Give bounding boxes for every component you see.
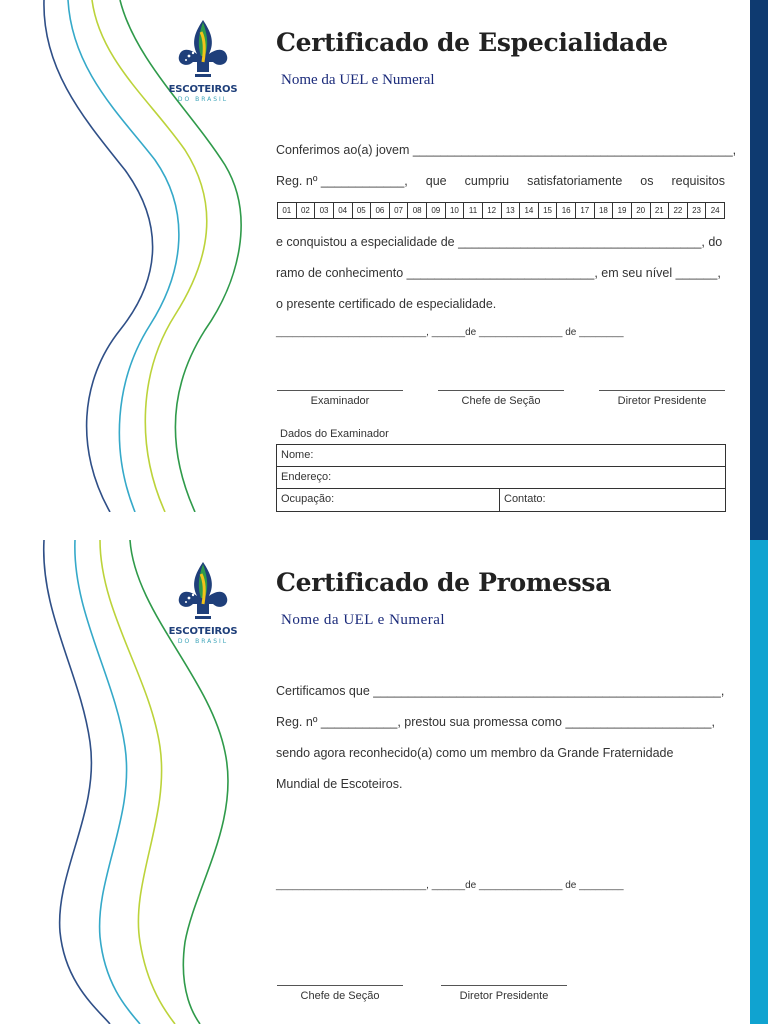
wave-cyan: [75, 540, 140, 1024]
requirement-box[interactable]: 16: [557, 203, 576, 218]
wave-navy: [44, 540, 110, 1024]
fleur-de-lis-icon: [175, 18, 231, 82]
requirement-box[interactable]: 13: [502, 203, 521, 218]
requirement-box[interactable]: 18: [595, 203, 614, 218]
wave-navy: [44, 0, 153, 512]
uel-name-placeholder: Nome da UEL e Numeral: [281, 612, 446, 628]
requirement-box[interactable]: 11: [464, 203, 483, 218]
date-line: ___________________________, ______de _______________ de ________: [276, 327, 624, 338]
requirement-box[interactable]: 23: [688, 203, 707, 218]
signature-label-examiner: Examinador: [310, 395, 370, 407]
signature-line-chief: [438, 390, 564, 391]
requirement-box[interactable]: 19: [613, 203, 632, 218]
requirement-box[interactable]: 08: [408, 203, 427, 218]
word: que: [425, 174, 447, 188]
signature-label-chief: Chefe de Seção: [300, 990, 380, 1002]
sidebar-accent-bottom: [750, 540, 768, 1024]
wave-lime: [100, 540, 175, 1024]
brand-name: ESCOTEIROS: [168, 84, 238, 95]
word: cumpriu: [464, 174, 510, 188]
brand-subtitle: DO BRASIL: [177, 638, 229, 645]
requirement-box[interactable]: 14: [520, 203, 539, 218]
word: satisfatoriamente: [527, 174, 623, 188]
reg-field: Reg. nº ____________,: [276, 174, 408, 188]
statement-line: o presente certificado de especialidade.: [276, 297, 497, 311]
wave-cyan: [68, 0, 179, 512]
recipient-line: Conferimos ao(a) jovem ______________________________________________,: [276, 143, 737, 157]
word: os: [640, 174, 654, 188]
membership-line-cont: Mundial de Escoteiros.: [276, 777, 403, 791]
date-line: ___________________________, ______de _______________ de ________: [276, 880, 624, 891]
scout-logo: [166, 18, 240, 118]
recipient-line: Certificamos que __________________________________________________,: [276, 684, 725, 698]
requirement-box[interactable]: 09: [427, 203, 446, 218]
signature-label-president: Diretor Presidente: [617, 395, 707, 407]
table-row: [277, 445, 725, 467]
certificate-promessa: [0, 512, 750, 1024]
fleur-de-lis-icon: [175, 560, 231, 624]
specialty-line: e conquistou a especialidade de ___________________________________, do: [276, 235, 723, 249]
name-field[interactable]: Nome:: [281, 449, 314, 461]
requirement-box[interactable]: 17: [576, 203, 595, 218]
knowledge-line: ramo de conhecimento ___________________________, em seu nível ______,: [276, 266, 721, 280]
scout-logo: [166, 560, 240, 660]
requirement-box[interactable]: 07: [390, 203, 409, 218]
occupation-field[interactable]: Ocupação:: [277, 489, 500, 511]
requirement-box[interactable]: 21: [651, 203, 670, 218]
requirement-box[interactable]: 03: [315, 203, 334, 218]
registration-line: [276, 174, 725, 188]
requirement-box[interactable]: 02: [297, 203, 316, 218]
word: requisitos: [671, 174, 725, 188]
requirement-box[interactable]: 15: [539, 203, 558, 218]
certificate-especialidade: [0, 0, 750, 512]
uel-name-placeholder: Nome da UEL e Numeral: [281, 72, 435, 88]
membership-line: sendo agora reconhecido(a) como um membro da Grande Fraternidade: [276, 746, 674, 760]
signature-label-chief: Chefe de Seção: [461, 395, 541, 407]
table-row: [277, 467, 725, 489]
examiner-data-table: [276, 444, 726, 512]
brand-subtitle: DO BRASIL: [177, 96, 229, 103]
registration-line: Reg. nº ___________, prestou sua promessa como _____________________,: [276, 715, 715, 729]
requirement-box[interactable]: 10: [446, 203, 465, 218]
examiner-data-heading: Dados do Examinador: [280, 428, 389, 440]
requirement-box[interactable]: 01: [278, 203, 297, 218]
requirement-number-boxes: [277, 202, 725, 219]
requirement-box[interactable]: 20: [632, 203, 651, 218]
signature-line-examiner: [277, 390, 403, 391]
signature-line-president: [599, 390, 725, 391]
signature-label-president: Diretor Presidente: [459, 990, 549, 1002]
contact-field[interactable]: Contato:: [504, 493, 546, 505]
address-field[interactable]: Endereço:: [281, 471, 332, 483]
sidebar-accent-top: [750, 0, 768, 540]
requirement-box[interactable]: 05: [353, 203, 372, 218]
signature-line-president: [441, 985, 567, 986]
certificate-title: Certificado de Promessa: [276, 568, 612, 597]
requirement-box[interactable]: 06: [371, 203, 390, 218]
certificate-title: Certificado de Especialidade: [276, 28, 668, 57]
requirement-box[interactable]: 12: [483, 203, 502, 218]
requirement-box[interactable]: 22: [669, 203, 688, 218]
requirement-box[interactable]: 24: [710, 206, 720, 215]
requirement-box[interactable]: 04: [334, 203, 353, 218]
signature-line-chief: [277, 985, 403, 986]
brand-name: ESCOTEIROS: [168, 626, 238, 637]
table-row: [277, 489, 725, 511]
